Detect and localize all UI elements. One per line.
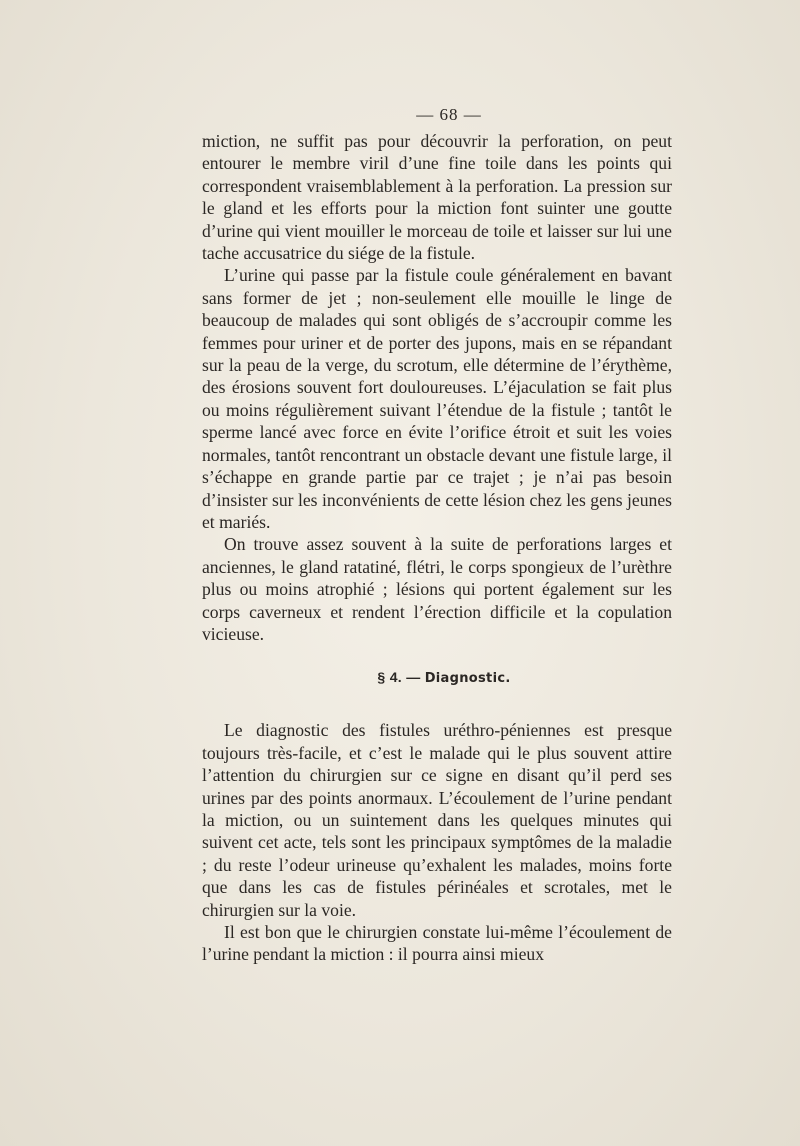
page-number: — 68 —	[416, 105, 482, 124]
page-body	[202, 104, 672, 966]
paragraph-verification: Il est bon que le chirurgien constate lui-même l’écoulement de l’urine pendant la miction : il pourra ainsi mieux	[202, 922, 672, 965]
paragraph-continued: miction, ne suffit pas pour découvrir la perforation, on peut entourer le membre viril d’une fine toile dans les points qui correspondent vraisemblablement à la perforation. La pression sur le gland et les efforts pour la miction font suinter une goutte d’urine qui vient mouiller le morceau de toile et laisser sur lui une tache accusatrice du siége de la fistule.	[202, 131, 672, 264]
paragraph-urine-flow: L’urine qui passe par la fistule coule généralement en bavant sans former de jet ; non-seulement elle mouille le linge de beaucoup de malades qui sont obligés de s’accroupir comme les femmes pour uriner et de porter des jupons, mais en se répandant sur la peau de la verge, du scrotum, elle détermine de l’érythème, des érosions souvent fort douloureuses. L’éjaculation se fait plus ou moins régulièrement suivant l’étendue de la fistule ; tantôt le sperme lancé avec force en évite l’orifice étroit et suit les voies normales, tantôt rencontrant un obstacle devant une fistule large, il s’échappe en grande partie par ce trajet ; je n’ai pas besoin d’insister sur les inconvénients de cette lésion chez les gens jeunes et mariés.	[202, 265, 672, 532]
section-dash: —	[406, 669, 421, 686]
paragraph-atrophy: On trouve assez souvent à la suite de perforations larges et anciennes, le gland ratatiné, flétri, le corps spongieux de l’urèthre plus ou moins atrophié ; lésions qui portent également sur les corps caverneux et rendent l’érection difficile et la copulation vicieuse.	[202, 534, 672, 644]
section-number: § 4.	[377, 669, 402, 686]
paragraph-diagnostic: Le diagnostic des fistules uréthro-péniennes est presque toujours très-facile, et c’est le malade qui le plus souvent attire l’attention du chirurgien sur ce signe en disant qu’il perd ses urines par des points anormaux. L’écoulement de l’urine pendant la miction, ou un suintement dans les quelques minutes qui suivent cet acte, tels sont les principaux symptômes de la maladie ; du reste l’odeur urineuse qu’exhalent les malades, moins forte que dans les cas de fistules périnéales et scrotales, met le chirurgien sur la voie.	[202, 720, 672, 920]
section-heading	[202, 667, 672, 689]
section-title: Diagnostic.	[424, 671, 511, 687]
